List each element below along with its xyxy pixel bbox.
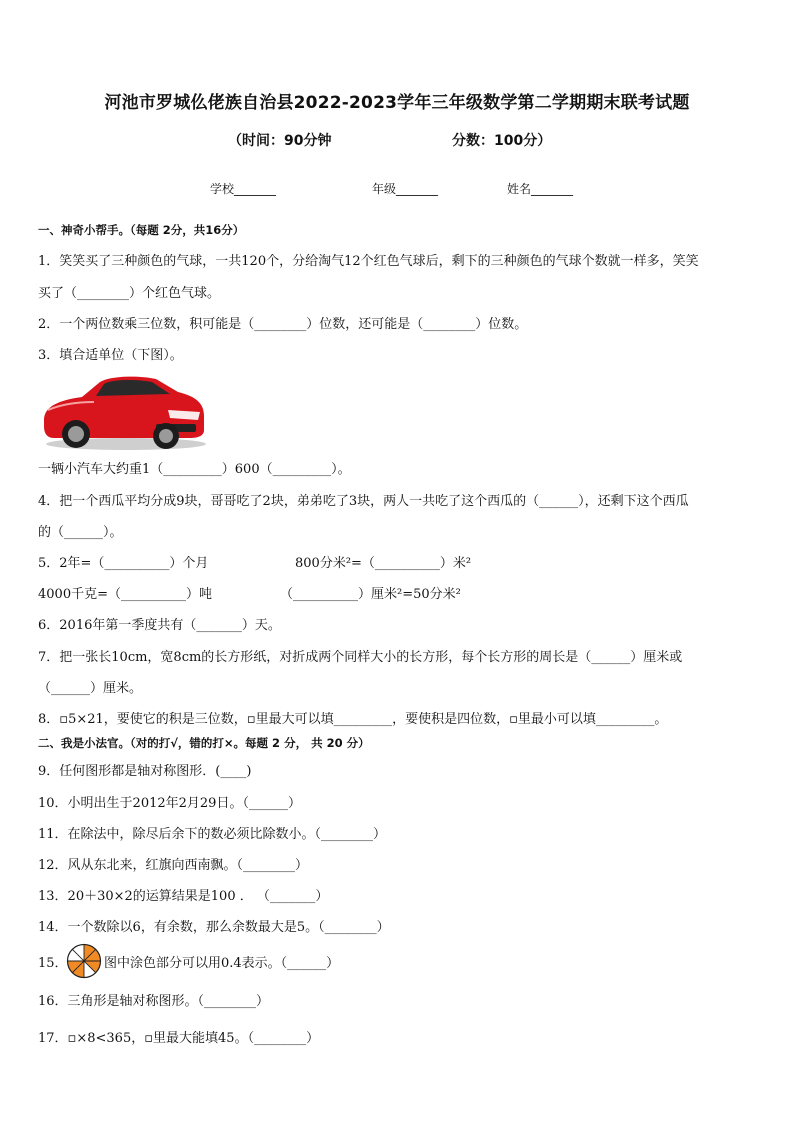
fraction-circle-image — [66, 943, 102, 979]
question-5b: 800分米²=（__________）米² — [295, 556, 472, 571]
question-10: 10．小明出生于2012年2月29日。（______） — [38, 796, 301, 811]
question-17: 17．▫×8<365，▫里最大能填45。（________） — [38, 1031, 320, 1046]
question-2: 2．一个两位数乘三位数，积可能是（________）位数，还可能是（________）位数。 — [38, 317, 528, 332]
question-9: 9．任何图形都是轴对称图形．(____) — [38, 764, 252, 779]
page-title: 河池市罗城仫佬族自治县2022-2023学年三年级数学第二学期期末联考试题 — [104, 93, 690, 113]
section1-heading: 一、神奇小帮手。（每题 2分，共16分） — [38, 223, 245, 237]
section2-heading: 二、我是小法官。（对的打√，错的打×。每题 2 分， 共 20 分） — [38, 736, 370, 750]
question-13: 13．20＋30×2的运算结果是100 ． （_______） — [38, 889, 329, 904]
question-11: 11．在除法中，除尽后余下的数必须比除数小。（________） — [38, 827, 387, 842]
question-1-line2: 买了（________）个红色气球。 — [38, 286, 221, 301]
school-field: 学校_______ — [210, 182, 277, 196]
question-8: 8．▫5×21，要使它的积是三位数，▫里最大可以填_________，要使积是四位数，▫里最小可以填_________。 — [38, 712, 668, 727]
exam-score: 分数：100分） — [452, 133, 552, 149]
question-5c: 4000千克=（__________）吨 — [38, 587, 212, 602]
question-4-line2: 的（______）。 — [38, 525, 123, 540]
question-1-line1: 1．笑笑买了三种颜色的气球，一共120个，分给淘气12个红色气球后，剩下的三种颜色的气球个数就一样多，笑笑 — [38, 254, 699, 269]
question-15-text: 图中涂色部分可以用0.4表示。（______） — [104, 956, 340, 971]
question-12: 12．风从东北来，红旗向西南飘。（________） — [38, 858, 309, 873]
question-15-number: 15． — [38, 956, 68, 971]
car-image — [38, 370, 210, 452]
question-6: 6．2016年第一季度共有（_______）天。 — [38, 618, 281, 633]
name-field: 姓名_______ — [507, 182, 574, 196]
question-3: 3．填合适单位（下图）。 — [38, 348, 183, 363]
question-3-answer: 一辆小汽车大约重1（_________）600（_________）。 — [38, 462, 351, 477]
question-5d: （__________）厘米²=50分米² — [280, 587, 461, 602]
question-7-line2: （______）厘米。 — [38, 681, 143, 696]
grade-field: 年级_______ — [372, 182, 439, 196]
question-14: 14．一个数除以6，有余数，那么余数最大是5。（________） — [38, 920, 390, 935]
question-5a: 5．2年=（__________）个月 — [38, 556, 209, 571]
question-7-line1: 7．把一张长10cm，宽8cm的长方形纸，对折成两个同样大小的长方形，每个长方形的周长是（______）厘米或 — [38, 650, 683, 665]
question-4-line1: 4．把一个西瓜平均分成9块，哥哥吃了2块，弟弟吃了3块，两人一共吃了这个西瓜的（______），还剩下这个西瓜 — [38, 494, 689, 509]
exam-time: （时间：90分钟 — [228, 133, 332, 149]
question-16: 16．三角形是轴对称图形。（________） — [38, 994, 270, 1009]
